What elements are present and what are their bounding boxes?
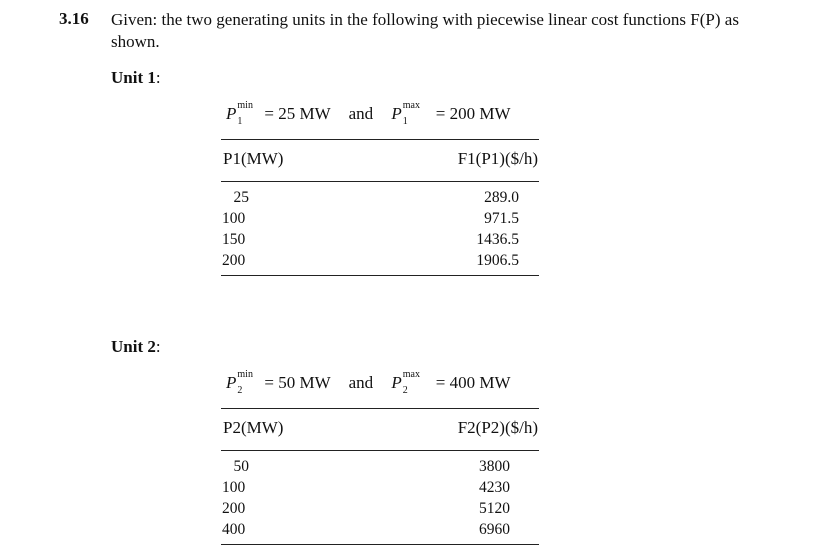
unit1-heading: Unit 1: — [111, 68, 161, 87]
unit2-col-f-header: F2(P2)($/h) — [457, 418, 538, 437]
unit1-pmin-sub: 1 — [237, 116, 243, 127]
unit2-title: Unit 2 — [111, 337, 156, 356]
unit1-row1-f: 289.0 — [484, 189, 519, 206]
unit1-pmax-value: = 200 MW — [435, 104, 511, 123]
unit2-pmin-sub: 2 — [237, 385, 243, 396]
unit1-pmax-sup: max — [402, 100, 420, 111]
unit1-row4-f: 1906.5 — [476, 252, 519, 269]
unit2-header-rule — [221, 450, 539, 451]
unit1-pmin-sup: min — [237, 100, 253, 111]
unit2-row3-f: 5120 — [479, 500, 510, 517]
unit1-connector: and — [348, 104, 374, 123]
unit1-pmin-value: = 25 MW — [264, 104, 331, 123]
unit1-pmax-symbol: P — [391, 104, 402, 123]
unit1-row3-f: 1436.5 — [476, 231, 519, 248]
unit1-row4-p: 200 — [222, 252, 246, 269]
unit2-row1-p: 50 — [233, 458, 249, 475]
unit2-col-p-header: P2(MW) — [223, 418, 284, 437]
unit1-col-p-header: P1(MW) — [223, 149, 284, 168]
unit2-row4-f: 6960 — [479, 521, 510, 538]
unit1-row2-f: 971.5 — [484, 210, 519, 227]
unit2-heading: Unit 2: — [111, 337, 161, 356]
unit2-pmax-symbol: P — [391, 373, 402, 392]
unit2-top-rule — [221, 408, 539, 409]
unit1-bottom-rule — [221, 275, 539, 276]
unit2-pmin-symbol: P — [226, 373, 237, 392]
unit2-pmin-sup: min — [237, 369, 253, 380]
unit2-pmax-sup: max — [402, 369, 420, 380]
unit1-pmin-symbol: P — [226, 104, 237, 123]
unit2-pmax-value: = 400 MW — [435, 373, 511, 392]
unit2-pmax-sub: 2 — [402, 385, 408, 396]
unit2-pmin-value: = 50 MW — [264, 373, 331, 392]
unit1-title: Unit 1 — [111, 68, 156, 87]
unit2-row1-f: 3800 — [479, 458, 510, 475]
unit1-row3-p: 150 — [222, 231, 246, 248]
unit2-limits — [226, 369, 511, 396]
problem-statement: Given: the two generating units in the following with piecewise linear cost functions F(P) as shown. — [111, 10, 739, 51]
unit2-row3-p: 200 — [222, 500, 246, 517]
unit2-bottom-rule — [221, 544, 539, 545]
unit1-col-f-header: F1(P1)($/h) — [457, 149, 538, 168]
unit1-top-rule — [221, 139, 539, 140]
unit1-limits — [226, 100, 511, 127]
unit2-row2-f: 4230 — [479, 479, 510, 496]
unit1-pmax-sub: 1 — [402, 116, 408, 127]
unit1-row1-p: 25 — [233, 189, 249, 206]
unit2-connector: and — [348, 373, 374, 392]
unit1-header-rule — [221, 181, 539, 182]
problem-number: 3.16 — [59, 9, 89, 28]
unit2-row2-p: 100 — [222, 479, 246, 496]
unit1-row2-p: 100 — [222, 210, 246, 227]
unit2-row4-p: 400 — [222, 521, 246, 538]
